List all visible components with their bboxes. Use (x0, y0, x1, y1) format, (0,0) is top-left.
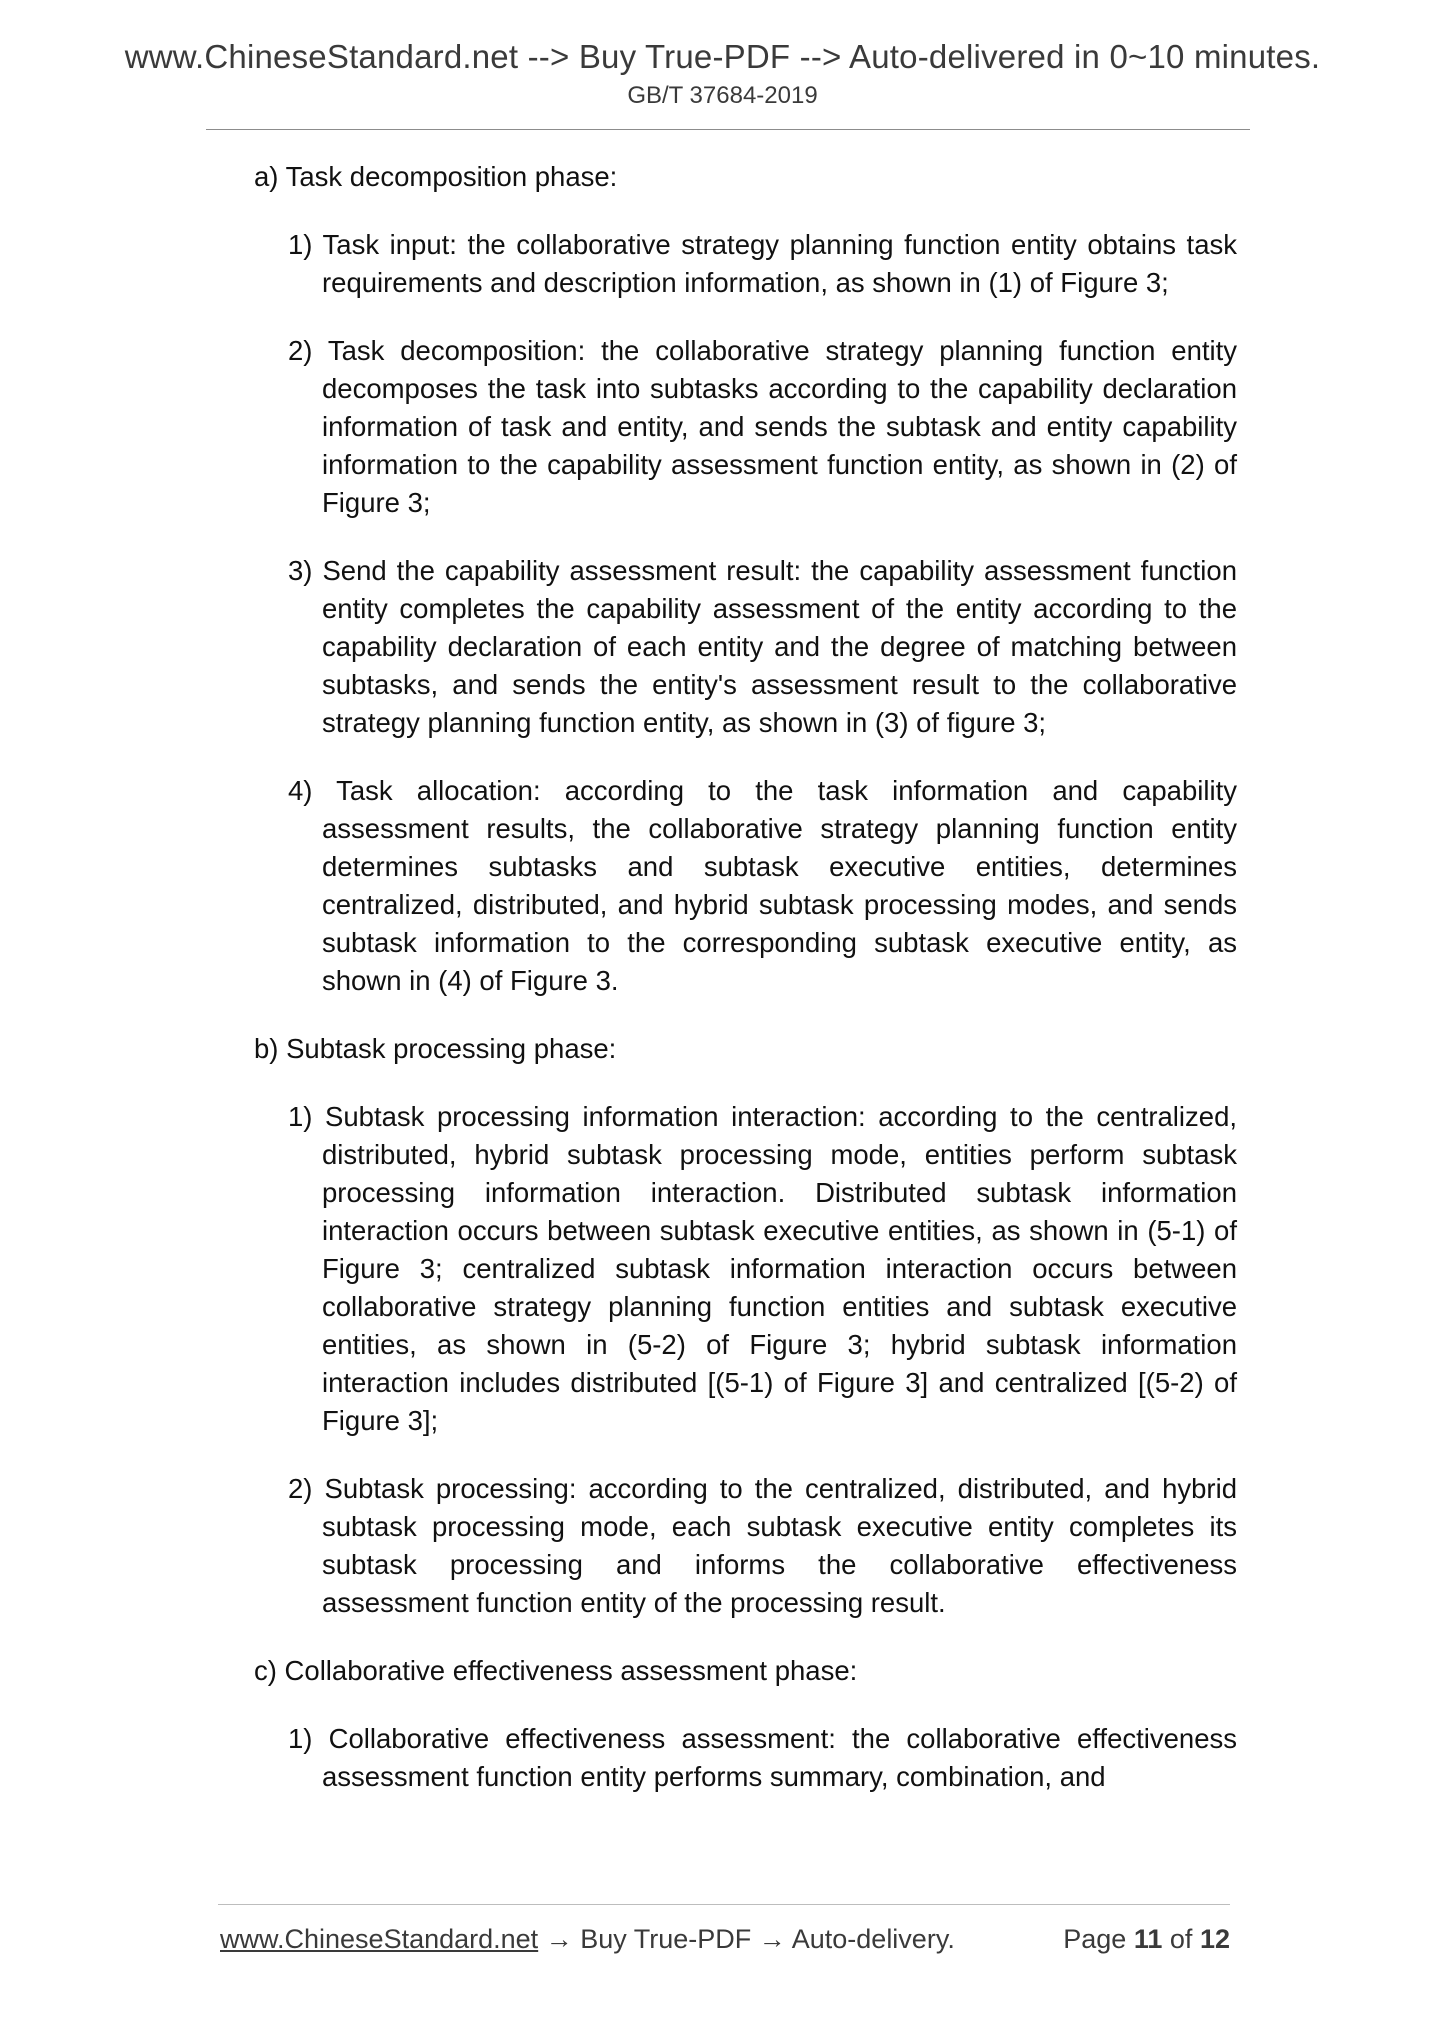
list-item: 1) Task input: the collaborative strategy planning function entity obtains task requirements and description information, as shown in (1) of Figure 3; (288, 229, 1237, 298)
of-label: of (1169, 1924, 1193, 1954)
section-title: a) Task decomposition phase: (254, 161, 618, 192)
document-body (254, 158, 1237, 1826)
section-b (254, 1030, 1237, 1622)
list-item: 2) Task decomposition: the collaborative strategy planning function entity decomposes the task into subtasks according to the capability declaration information of task and entity, and sends the subtask and entity capability information to the capability assessment function entity, as shown in (2) of Figure 3; (288, 335, 1237, 518)
footer-links (220, 1924, 955, 1955)
section-c (254, 1652, 1237, 1796)
list-item: 2) Subtask processing: according to the centralized, distributed, and hybrid subtask processing mode, each subtask executive entity completes its subtask processing and informs the collaborative effectiveness assessment function entity of the processing result. (288, 1473, 1237, 1618)
section-title: b) Subtask processing phase: (254, 1033, 617, 1064)
page-indicator (1063, 1924, 1230, 1955)
page-label: Page (1063, 1924, 1127, 1954)
total-pages: 12 (1199, 1924, 1230, 1954)
list-item: 1) Subtask processing information interaction: according to the centralized, distributed, hybrid subtask processing mode, entities perform subtask processing information interaction. Distributed subtask information interaction occurs between subtask executive entities, as shown in (5-1) of Figure 3; centralized subtask information interaction occurs between collaborative strategy planning function entities and subtask executive entities, as shown in (5-2) of Figure 3; hybrid subtask information interaction includes distributed [(5-1) of Figure 3] and centralized [(5-2) of Figure 3]; (288, 1101, 1237, 1436)
standard-number: GB/T 37684-2019 (627, 82, 818, 109)
section-a (254, 158, 1237, 1000)
list-item: 3) Send the capability assessment result: the capability assessment function entity completes the capability assessment of the entity according to the capability declaration of each entity and the degree of matching between subtasks, and sends the entity's assessment result to the collaborative strategy planning function entity, as shown in (3) of figure 3; (288, 555, 1237, 738)
list-item: 1) Collaborative effectiveness assessment: the collaborative effectiveness assessment function entity performs summary, combination, and (288, 1723, 1237, 1792)
header-title: www.ChineseStandard.net --> Buy True-PDF --> Auto-delivered in 0~10 minutes. (124, 38, 1321, 75)
delivery-text: → Buy True-PDF → Auto-delivery. (538, 1924, 955, 1954)
header-divider (206, 129, 1250, 130)
page-number: 11 (1133, 1924, 1163, 1954)
footer-divider (218, 1904, 1230, 1905)
section-title: c) Collaborative effectiveness assessment phase: (254, 1655, 858, 1686)
list-item: 4) Task allocation: according to the task information and capability assessment results, the collaborative strategy planning function entity determines subtasks and subtask executive entities, determines centralized, distributed, and hybrid subtask processing modes, and sends subtask information to the corresponding subtask executive entity, as shown in (4) of Figure 3. (288, 775, 1237, 996)
website-link[interactable]: www.ChineseStandard.net (220, 1924, 539, 1954)
